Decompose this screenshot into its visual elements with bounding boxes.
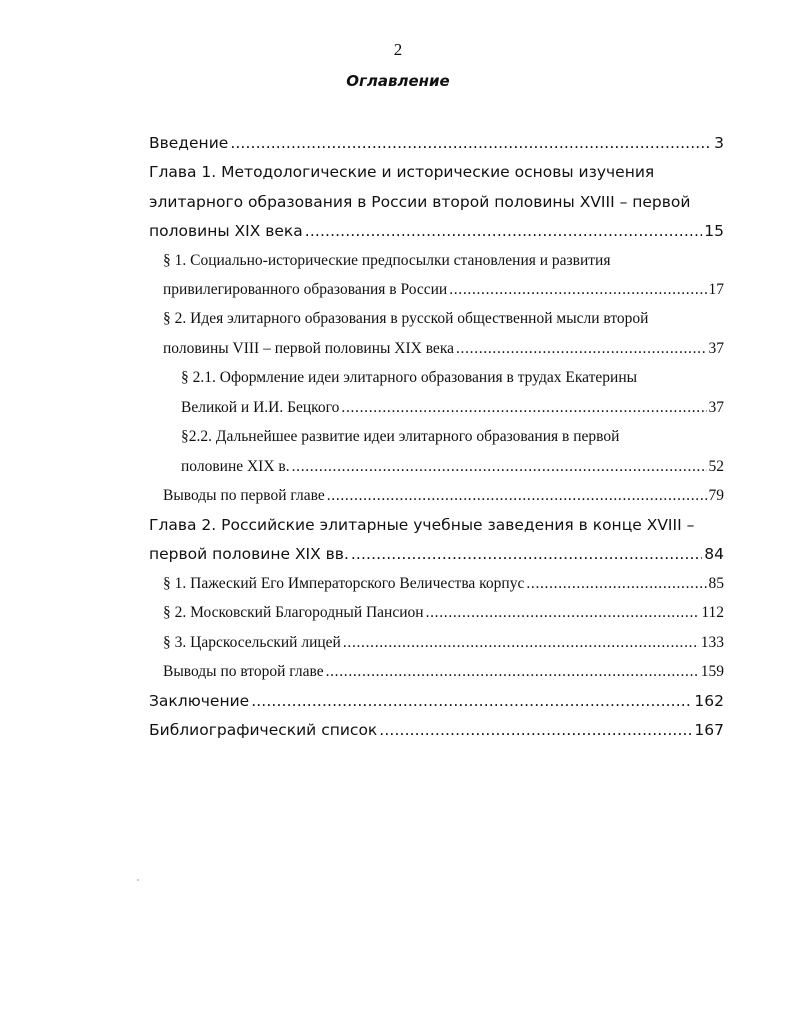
toc-entry-text: Заключение	[149, 692, 250, 710]
toc-entry-text: § 2. Московский Благородный Пансион	[163, 604, 424, 621]
toc-entry-chapter-2[interactable]	[149, 516, 724, 534]
dot-leader	[456, 340, 707, 358]
scan-speck	[137, 879, 139, 881]
toc-entry-text: § 1. Пажеский Его Императорского Величества корпус	[163, 575, 525, 592]
toc-entry-ch1-section-2-1-line-2[interactable]	[181, 399, 724, 417]
toc-page-number: 37	[708, 399, 724, 416]
dot-leader	[341, 399, 706, 417]
toc-page-number: 85	[708, 575, 724, 592]
page-number: 2	[393, 40, 403, 59]
toc-entry-text: элитарного образования в России второй половины XVIII – первой	[149, 193, 691, 211]
toc-page-number: 112	[701, 604, 724, 621]
toc-entry-ch2-conclusions[interactable]	[163, 663, 724, 681]
toc-title: Оглавление	[346, 72, 450, 90]
toc-entry-ch1-section-1[interactable]	[163, 252, 724, 270]
dot-leader	[292, 458, 707, 476]
toc-entry-ch1-section-2-2[interactable]	[181, 428, 724, 446]
toc-entry-text: первой половине XIX вв.	[149, 545, 349, 563]
toc-entry-text: Библиографический список	[149, 721, 378, 739]
toc-entry-text: Выводы по первой главе	[163, 487, 325, 504]
toc-entry-text: Выводы по второй главе	[163, 663, 324, 680]
toc-entry-chapter-2-line-2[interactable]	[149, 545, 724, 563]
toc-entry-text: половины XIX века	[149, 222, 303, 240]
toc-entry-text: Глава 1. Методологические и исторические основы изучения	[149, 163, 655, 181]
toc-page-number: 159	[700, 663, 724, 680]
toc-entry-text: Великой и И.И. Бецкого	[181, 399, 340, 416]
toc-entry-text: Глава 2. Российские элитарные учебные заведения в конце XVIII –	[149, 516, 695, 534]
toc-entry-ch1-section-2[interactable]	[163, 310, 724, 328]
dot-leader	[251, 692, 692, 710]
toc-entry-ch2-section-2[interactable]	[163, 604, 724, 622]
toc-entry-bibliography[interactable]	[149, 721, 724, 739]
toc-entry-ch1-section-2-1[interactable]	[181, 369, 724, 387]
dot-leader	[379, 721, 692, 739]
dot-leader	[426, 604, 700, 622]
toc-entry-text: § 2. Идея элитарного образования в русской общественной мысли второй	[163, 310, 649, 327]
toc-entry-text: § 2.1. Оформление идеи элитарного образования в трудах Екатерины	[181, 369, 638, 386]
toc-entry-ch1-section-2-2-line-2[interactable]	[181, 458, 724, 476]
toc-entry-conclusion[interactable]	[149, 692, 724, 710]
dot-leader	[351, 545, 702, 563]
toc-entry-ch2-section-1[interactable]	[163, 575, 724, 593]
toc-page-number: 167	[694, 721, 724, 739]
toc-page-number: 133	[700, 634, 724, 651]
toc-entry-text: § 3. Царскосельский лицей	[163, 634, 341, 651]
toc-page-number: 37	[708, 340, 724, 357]
toc-entry-text: Введение	[149, 134, 229, 152]
toc-entry-ch1-conclusions[interactable]	[163, 487, 724, 505]
toc-page-number: 17	[708, 281, 724, 298]
toc-entry-text: § 1. Социально-исторические предпосылки становления и развития	[163, 252, 611, 269]
toc-entry-ch1-section-2-line-2[interactable]	[163, 340, 724, 358]
dot-leader	[449, 281, 706, 299]
dot-leader	[327, 487, 707, 505]
toc-entry-ch1-section-1-line-2[interactable]	[163, 281, 724, 299]
toc-entry-text: половине XIX в.	[181, 458, 290, 475]
dot-leader	[326, 663, 699, 681]
toc-entry-ch2-section-3[interactable]	[163, 634, 724, 652]
toc-entry-text: половины VIII – первой половины XIX века	[163, 340, 454, 357]
toc-page-number: 15	[704, 222, 724, 240]
toc-page-number: 52	[708, 458, 724, 475]
toc-page-number: 3	[714, 134, 724, 152]
dot-leader	[343, 634, 699, 652]
toc-page-number: 79	[708, 487, 724, 504]
toc-entry-chapter-1[interactable]	[149, 163, 724, 181]
dot-leader	[526, 575, 706, 593]
toc-entry-introduction[interactable]	[149, 134, 724, 152]
toc-entry-chapter-1-line-2[interactable]	[149, 193, 724, 211]
toc-page-number: 84	[704, 545, 724, 563]
dot-leader	[230, 134, 712, 152]
toc-page-number: 162	[694, 692, 724, 710]
toc-entry-text: §2.2. Дальнейшее развитие идеи элитарного образования в первой	[181, 428, 620, 445]
toc-entry-text: привилегированного образования в России	[163, 281, 448, 298]
toc-entry-chapter-1-line-3[interactable]	[149, 222, 724, 240]
dot-leader	[305, 222, 702, 240]
